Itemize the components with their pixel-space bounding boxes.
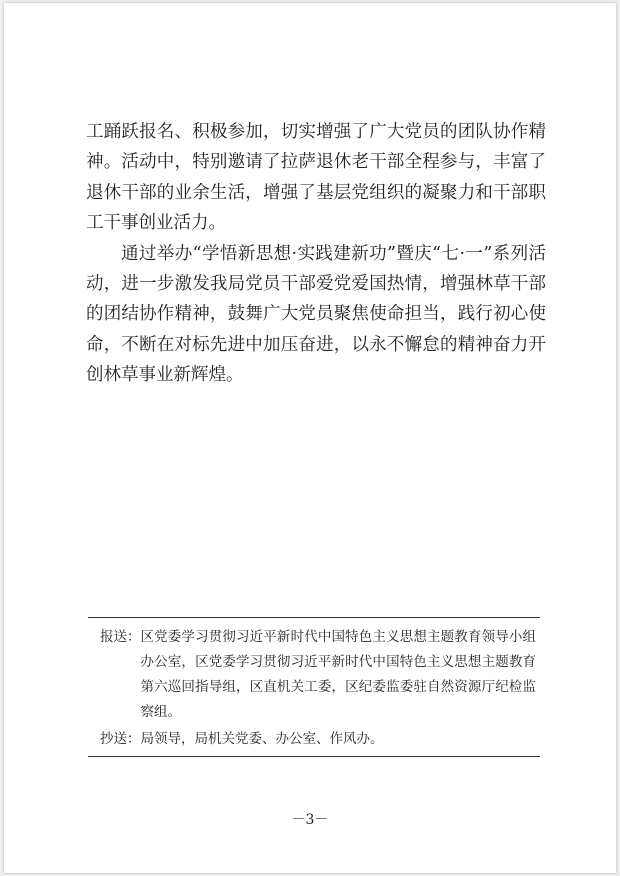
copy-to-label: 抄送：	[100, 731, 141, 747]
copy-to-row	[88, 727, 540, 756]
distribution-block	[88, 617, 540, 757]
report-to-recipients: 区党委学习贯彻习近平新时代中国特色主义思想主题教育领导小组办公室，区党委学习贯彻习近平新时代中国特色主义思想主题教育第六巡回指导组，区直机关工委，区纪委监委驻自然资源厅纪检监察组。	[140, 629, 536, 720]
paragraph-1: 工踊跃报名、积极参加，切实增强了广大党员的团队协作精神。活动中，特别邀请了拉萨退休老干部全程参与，丰富了退休干部的业余生活，增强了基层党组织的凝聚力和干部职工干事创业活力。	[86, 122, 546, 234]
paragraph-2: 通过举办“学悟新思想·实践建新功”暨庆“七·一”系列活动，进一步激发我局党员干部爱党爱国热情，增强林草干部的团结协作精神，鼓舞广大党员聚焦使命担当，践行初心使命，不断在对标先进中加压奋进，以永不懈怠的精神奋力开创林草事业新辉煌。	[86, 243, 546, 386]
report-to-row	[88, 618, 540, 727]
page-number: －3－	[291, 812, 329, 828]
report-to-label: 报送：	[100, 629, 141, 645]
bottom-rule	[88, 756, 540, 757]
copy-to-recipients: 局领导，局机关党委、办公室、作风办。	[140, 731, 384, 747]
document-page	[4, 3, 616, 873]
document-body	[86, 117, 546, 391]
